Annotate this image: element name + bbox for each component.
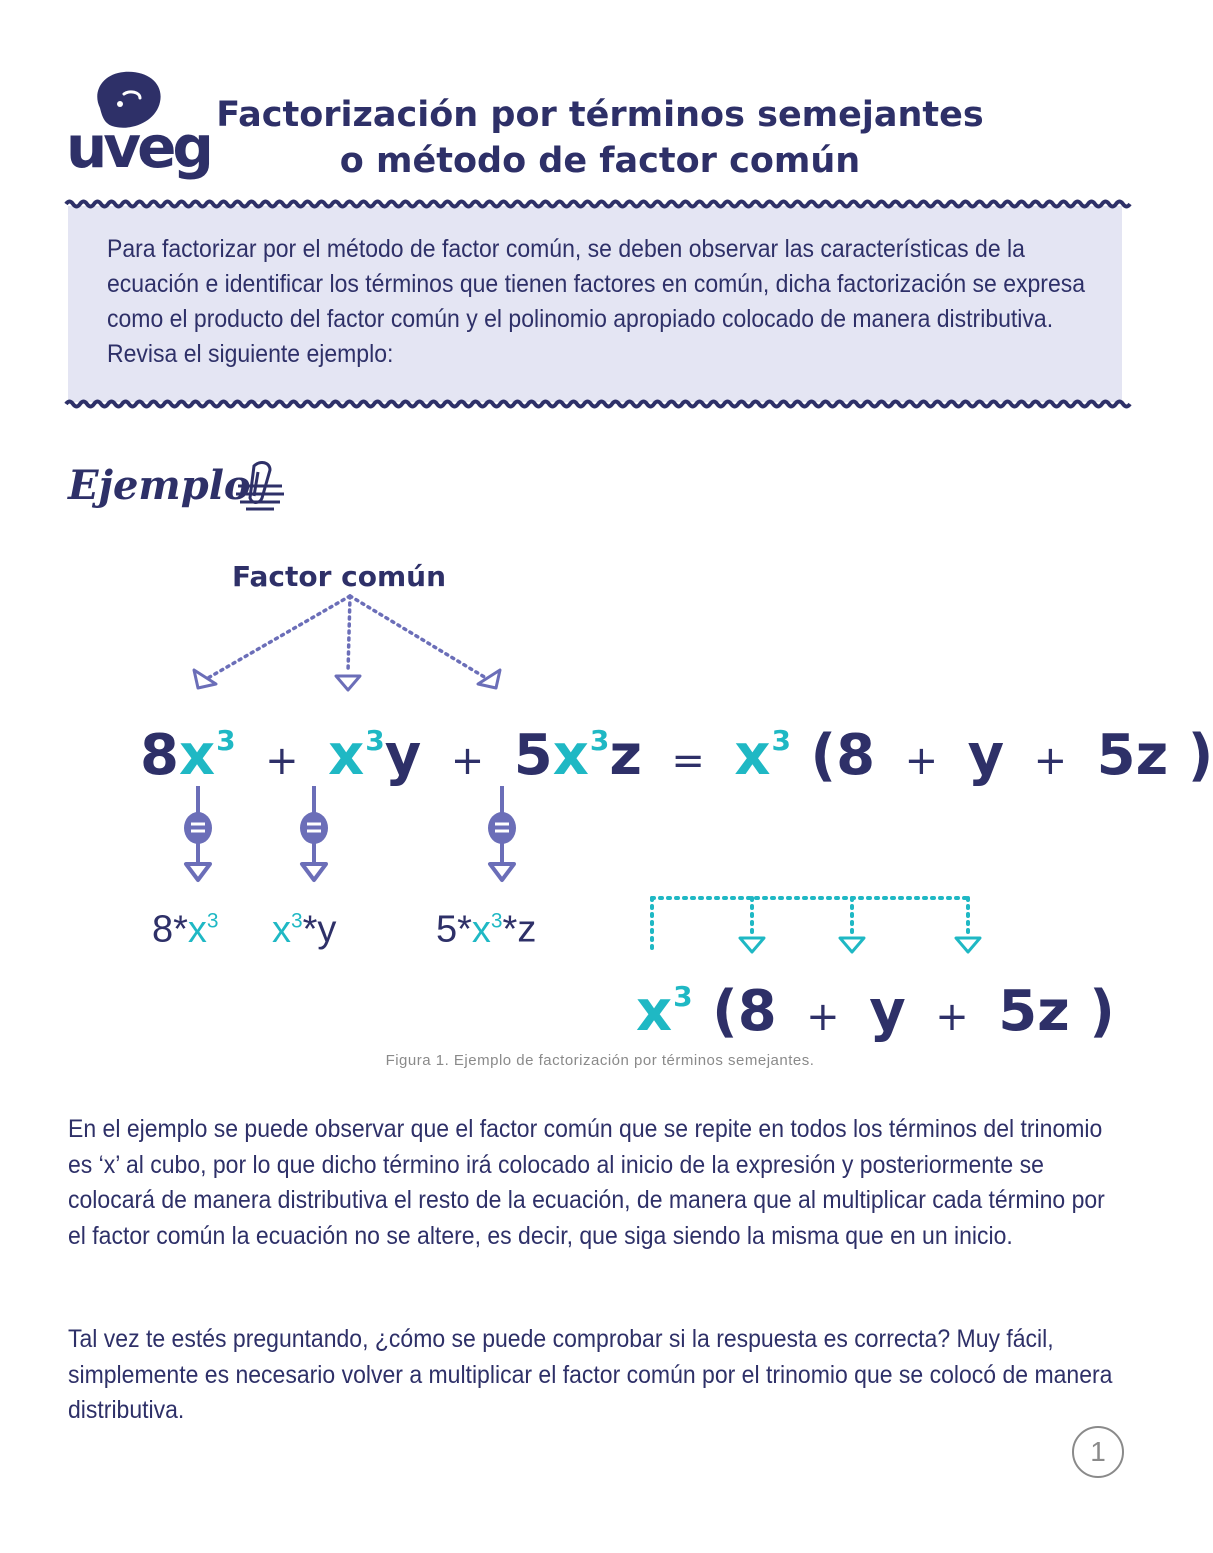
arrow-head-left-icon: [194, 670, 216, 688]
intro-text: Para factorizar por el método de factor común, se deben observar las características de la ecuación e identificar los términos que tienen factores en común, dicha factorización se expresa como el producto del factor común y el polinomio apropiado colocado de manera distributiva. Revisa el siguiente ejemplo:: [107, 235, 1086, 368]
wavy-border-top: [66, 196, 1126, 212]
decomposed-term-1: $8*x^3$: [152, 908, 219, 951]
term2-rest: y: [384, 722, 422, 788]
page-title: [200, 92, 1000, 184]
decomposed-term-3: $5*x^3*z$: [436, 908, 537, 951]
page-number: 1: [1072, 1426, 1124, 1478]
result-c: 5z: [1096, 722, 1169, 788]
decomposition-arrows: [170, 786, 540, 886]
factor-arrows: [180, 590, 520, 700]
factor-comun-label: Factor común: [232, 560, 447, 593]
logo: uveg: [66, 113, 210, 181]
result-b: y: [967, 722, 1005, 788]
paragraph-2: Tal vez te estés preguntando, ¿cómo se puede comprobar si la respuesta es correcta? Muy fácil, simplemente es necesario volver a multiplicar el factor común por el trinomio que se colocó de manera distributiva.: [68, 1325, 1113, 1424]
term3-var: $x^3$: [552, 722, 610, 788]
term2-var: $x^3$: [328, 722, 385, 788]
arrow-down-icon: [956, 938, 980, 952]
example-heading: Ejemplo: [68, 462, 251, 509]
plus-sign: +: [904, 737, 939, 784]
term3-rest: z: [609, 722, 642, 788]
term3-coef: 5: [513, 722, 553, 788]
arrow-head-right-icon: [478, 670, 500, 688]
result-factor: $x^3$: [734, 722, 792, 788]
main-equation: [140, 706, 1213, 796]
equals-circle-icon: [300, 812, 328, 844]
term1-var: $x^3$: [178, 722, 236, 788]
arrow-down-icon: [302, 864, 326, 880]
result-close-paren: ): [1187, 722, 1213, 788]
term1-coef: 8: [140, 722, 179, 788]
plus-sign: +: [450, 737, 485, 784]
result-open-paren: (: [810, 722, 837, 788]
figure-caption: Figura 1. Ejemplo de factorización por términos semejantes.: [385, 1052, 815, 1069]
arrow-down-icon: [490, 864, 514, 880]
plus-sign: +: [1033, 737, 1068, 784]
arrow-down-icon: [186, 864, 210, 880]
result-equation: $x^3$ (8 + y + 5z ): [636, 978, 1115, 1044]
title-line-2: o método de factor común: [339, 141, 861, 181]
equals-circle-icon: [184, 812, 212, 844]
equals-sign: =: [671, 737, 705, 784]
plus-sign: +: [265, 737, 299, 784]
equals-circle-icon: [488, 812, 516, 844]
pencil-icon: [232, 458, 288, 514]
arrow-head-center-icon: [336, 676, 360, 690]
arrow-down-icon: [840, 938, 864, 952]
title-line-1: Factorización por términos semejantes: [216, 95, 984, 135]
decomposed-term-2: $x^3*y$: [272, 908, 337, 951]
paragraph-1: En el ejemplo se puede observar que el factor común que se repite en todos los términos del trinomio es ‘x’ al cubo, por lo que dicho término irá colocado al inicio de la expresión y posteriormente se colocará de manera distributiva el resto de la ecuación, de manera que al multiplicar cada término por el factor común la ecuación no se altere, es decir, que siga siendo la misma que en un inicio.: [68, 1115, 1105, 1250]
wavy-border-bottom: [66, 396, 1126, 412]
result-a: 8: [836, 722, 876, 788]
distribution-bracket: [640, 890, 990, 960]
arrow-down-icon: [740, 938, 764, 952]
result2-factor: $x^3$: [636, 978, 693, 1044]
